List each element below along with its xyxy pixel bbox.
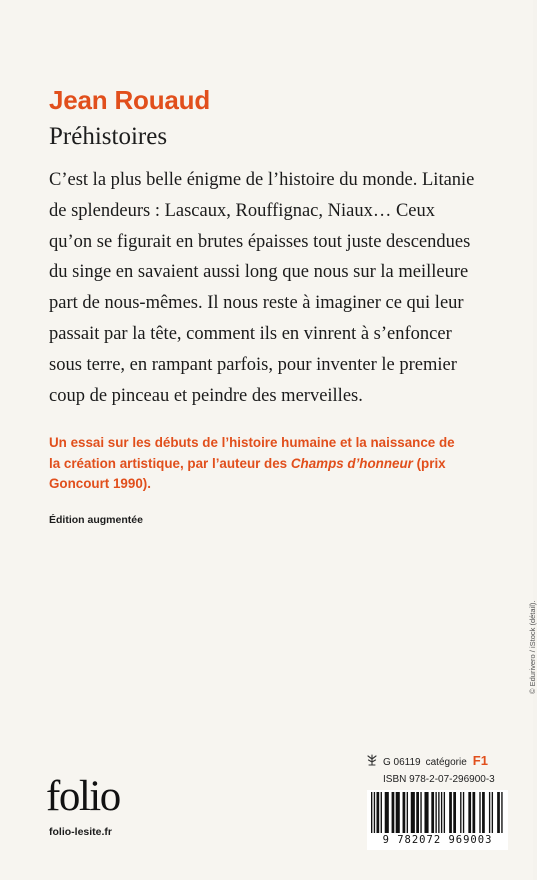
barcode-bar <box>460 792 461 833</box>
blurb-line: sous terre, en rampant parfois, pour inventer le premier <box>49 354 457 375</box>
blurb-line: qu’on se figurait en brutes épaisses tout juste descendues <box>49 231 471 252</box>
barcode <box>367 790 508 850</box>
pitch-line: Goncourt 1990). <box>49 476 151 491</box>
blurb <box>49 165 509 411</box>
barcode-bar <box>381 792 382 833</box>
barcode-bar <box>407 792 408 833</box>
blurb-line: part de nous-mêmes. Il nous reste à imaginer ce qui leur <box>49 293 464 314</box>
catalog-code: G 06119 <box>383 757 421 768</box>
catalog-info <box>366 753 488 768</box>
cited-book-title: Champs d’honneur <box>290 455 413 471</box>
publisher-website: folio-lesite.fr <box>49 826 113 838</box>
blurb-line: du singe en savaient aussi long que nous sur la meilleure <box>49 262 469 283</box>
barcode-bar <box>482 792 485 833</box>
barcode-bar <box>449 792 452 833</box>
barcode-bar <box>403 792 406 833</box>
pitch-text <box>49 433 509 495</box>
barcode-bar <box>479 792 480 833</box>
edition-note: Édition augmentée <box>49 514 143 526</box>
barcode-bar <box>431 792 434 833</box>
barcode-bar <box>392 792 395 833</box>
folio-logo-icon <box>366 754 378 766</box>
barcode-bar <box>453 792 456 833</box>
publisher-logo: folio <box>46 773 120 820</box>
barcode-bar <box>501 792 502 833</box>
pitch-line <box>49 454 509 475</box>
barcode-bar <box>371 792 372 833</box>
barcode-digits: 9 782072 969003 <box>382 834 493 846</box>
barcode-bar <box>492 792 493 833</box>
category-label: catégorie <box>425 757 467 768</box>
barcode-bars <box>371 792 504 833</box>
barcode-bar <box>444 792 445 833</box>
barcode-bar <box>385 792 389 833</box>
barcode-bar <box>411 792 415 833</box>
blurb-line: coup de pinceau et peindre des merveilles. <box>49 385 363 406</box>
barcode-bar <box>396 792 400 833</box>
barcode-bar <box>374 792 375 833</box>
pitch-text-segment: la création artistique, par l’auteur des <box>49 455 291 471</box>
barcode-bar <box>435 792 436 833</box>
pitch-line: Un essai sur les débuts de l’histoire humaine et la naissance de <box>49 435 455 450</box>
price-category: F1 <box>472 753 488 768</box>
barcode-bar <box>416 792 419 833</box>
barcode-bar <box>468 792 471 833</box>
barcode-bar <box>376 792 379 833</box>
blurb-line: passait par la tête, comment ils en vinrent à s’enfoncer <box>49 323 452 344</box>
barcode-bar <box>441 792 442 833</box>
blurb-line: de splendeurs : Lascaux, Rouffignac, Niaux… Ceux <box>49 200 436 221</box>
book-title: Préhistoires <box>49 123 168 150</box>
barcode-bar <box>420 792 421 833</box>
barcode-bar <box>463 792 464 833</box>
pitch-text-segment: (prix <box>412 455 446 471</box>
blurb-line: C’est la plus belle énigme de l’histoire du monde. Litanie <box>49 170 475 190</box>
photo-credit: © Edurivero / iStock (détail). <box>528 600 537 694</box>
barcode-bar <box>424 792 428 833</box>
barcode-bar <box>489 792 490 833</box>
barcode-bar <box>438 792 439 833</box>
barcode-bar <box>497 792 500 833</box>
isbn: ISBN 978-2-07-296900-3 <box>383 774 495 785</box>
author-name: Jean Rouaud <box>49 85 211 115</box>
barcode-bar <box>472 792 475 833</box>
